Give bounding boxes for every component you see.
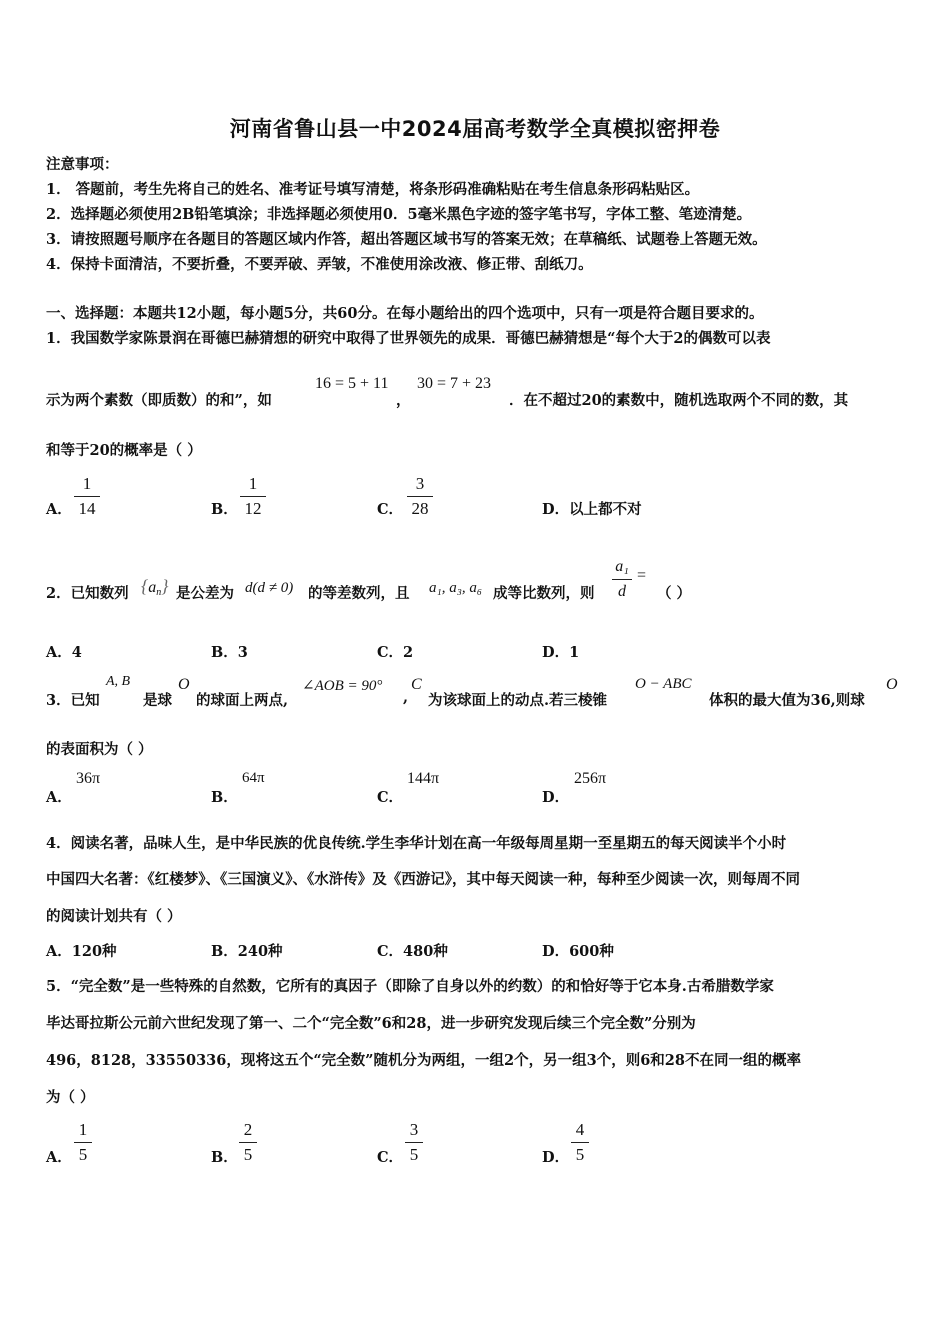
q3-option-b-label[interactable]: B． [211, 789, 238, 806]
fraction-denominator: d [618, 583, 626, 600]
fraction-numerator: 4 [575, 1120, 585, 1139]
q3-sphere: O [886, 676, 898, 693]
fraction-bar [405, 1142, 423, 1143]
notice-item: 1． 答题前，考生先将自己的姓名、准考证号填写清楚，将条形码准确粘贴在考生信息条形码粘贴区。 [46, 181, 700, 198]
q2-terms: a₁, a₃, a₆ [429, 580, 483, 596]
q1-equation: 30 = 7 + 23 [417, 375, 492, 392]
q5-text: 为（ ） [46, 1089, 95, 1106]
q3-points: A, B [106, 674, 131, 689]
q3-text: 的表面积为（ ） [46, 741, 153, 758]
fraction-denominator: 28 [411, 499, 429, 518]
q2-text: （ ） [657, 585, 692, 602]
notice-item: 4．保持卡面清洁，不要折叠，不要弄破、弄皱，不准使用涂改液、修正带、刮纸刀。 [46, 256, 593, 273]
q3-text: , [403, 689, 409, 706]
q2-fraction [612, 557, 632, 602]
notice-item: 3．请按照题号顺序在各题目的答题区域内作答，超出答题区域书写的答案无效；在草稿纸、试题卷上答题无效。 [46, 231, 767, 248]
q3-option-d-value: 256π [574, 770, 607, 787]
q5-option-a-label[interactable]: A． [46, 1149, 72, 1166]
q3-sphere: O [178, 676, 190, 693]
fraction-denominator: 5 [243, 1145, 253, 1164]
q1-equation: 16 = 5 + 11 [315, 375, 389, 392]
q3-angle: ∠AOB = 90° [302, 678, 383, 694]
q3-point-c: C [411, 676, 422, 693]
q5-option-b-label[interactable]: B． [211, 1149, 238, 1166]
q5-text: 496，8128，33550336，现将这五个“完全数”随机分为两组，一组2个，另一组3个，则6和28不在同一组的概率 [46, 1052, 801, 1069]
fraction-bar [74, 1142, 92, 1143]
q3-text: 体积的最大值为36,则球 [709, 692, 865, 709]
fraction-bar [612, 579, 632, 580]
brace-close: } [161, 576, 169, 596]
fraction-denominator: 14 [78, 499, 96, 518]
q2-text: 是公差为 [176, 585, 234, 602]
q5-option-b-fraction [239, 1120, 257, 1165]
q3-option-c-label[interactable]: C． [377, 789, 404, 806]
fraction-numerator: 1 [78, 1120, 88, 1139]
q3-text: 是球 [143, 692, 172, 709]
q4-option-c[interactable]: C．480种 [377, 943, 448, 960]
q2-equals: = [637, 567, 647, 584]
q2-text: 的等差数列，且 [308, 585, 410, 602]
q5-option-a-fraction [74, 1120, 92, 1165]
section-heading: 一、选择题：本题共12小题，每小题5分，共60分。在每小题给出的四个选项中，只有一项是符合题目要求的。 [46, 305, 764, 322]
q4-text: 4．阅读名著，品味人生，是中华民族的优良传统.学生李华计划在高一年级每周星期一至星期五的每天阅读半个小时 [46, 835, 787, 852]
q5-text: 毕达哥拉斯公元前六世纪发现了第一、二个“完全数”6和28，进一步研究发现后续三个完全数”分别为 [46, 1015, 696, 1032]
notice-item: 2．选择题必须使用2B铅笔填涂；非选择题必须使用0．5毫米黑色字迹的签字笔书写，字体工整、笔迹清楚。 [46, 206, 752, 223]
q4-text: 的阅读计划共有（ ） [46, 908, 182, 925]
q5-option-c-label[interactable]: C． [377, 1149, 404, 1166]
q2-option-c[interactable]: C．2 [377, 644, 414, 661]
q2-d-expression: d(d ≠ 0) [245, 580, 294, 596]
q1-text: 1．我国数学家陈景润在哥德巴赫猜想的研究中取得了世界领先的成果．哥德巴赫猜想是“每个大于2的偶数可以表 [46, 330, 771, 347]
page-title: 河南省鲁山县一中2024届高考数学全真模拟密押卷 [229, 117, 721, 141]
q5-option-d-label[interactable]: D． [542, 1149, 570, 1166]
q3-text: 为该球面上的动点.若三棱锥 [428, 692, 608, 709]
fraction-denominator: 5 [409, 1145, 419, 1164]
fraction-bar [74, 496, 100, 497]
q3-text: 3．已知 [46, 692, 100, 709]
fraction-bar [571, 1142, 589, 1143]
q5-option-d-fraction [571, 1120, 589, 1165]
q1-option-b-label[interactable]: B． [211, 501, 238, 518]
q1-option-c-fraction [407, 474, 433, 519]
q1-option-b-fraction [240, 474, 266, 519]
notice-heading: 注意事项： [46, 156, 119, 173]
q1-comma: ， [396, 392, 411, 409]
q1-text: 和等于20的概率是（ ） [46, 442, 202, 459]
q1-option-d-label: D． [542, 501, 570, 518]
q5-option-c-fraction [405, 1120, 423, 1165]
q3-option-b-value: 64π [242, 770, 265, 786]
q2-option-a[interactable]: A．4 [46, 644, 82, 661]
q3-option-c-value: 144π [407, 770, 440, 787]
q4-option-b[interactable]: B．240种 [211, 943, 283, 960]
q2-text: 2．已知数列 [46, 585, 129, 602]
q1-text: 示为两个素数（即质数）的和”，如 [46, 392, 272, 409]
q3-pyramid: O − ABC [635, 676, 692, 692]
q1-option-d-text: 以上都不对 [569, 501, 642, 518]
fraction-numerator: 3 [409, 1120, 419, 1139]
q2-text: 成等比数列，则 [493, 585, 595, 602]
q1-text: ．在不超过20的素数中，随机选取两个不同的数，其 [509, 392, 849, 409]
fraction-numerator: 2 [243, 1120, 253, 1139]
fraction-numerator: 3 [415, 474, 425, 493]
q3-option-a-value: 36π [76, 770, 101, 787]
q1-option-a-label[interactable]: A． [46, 501, 72, 518]
fraction-denominator: 12 [244, 499, 262, 518]
fraction-numerator: 1 [82, 474, 92, 493]
q3-option-d-label[interactable]: D． [542, 789, 570, 806]
q1-option-a-fraction [74, 474, 100, 519]
q3-option-a-label[interactable]: A． [46, 789, 72, 806]
fraction-denominator: 5 [575, 1145, 585, 1164]
q5-text: 5．“完全数”是一些特殊的自然数，它所有的真因子（即除了自身以外的约数）的和恰好等于它本身.古希腊数学家 [46, 978, 774, 995]
q2-option-d[interactable]: D．1 [542, 644, 580, 661]
q1-option-c-label[interactable]: C． [377, 501, 404, 518]
q2-sequence: $\{a_n\}$ [141, 576, 169, 598]
fraction-numerator: a₁ [615, 558, 629, 575]
fraction-denominator: 5 [78, 1145, 88, 1164]
q3-text: 的球面上两点, [196, 692, 289, 709]
fraction-numerator: 1 [248, 474, 258, 493]
q4-text: 中国四大名著：《红楼梦》、《三国演义》、《水浒传》及《西游记》，其中每天阅读一种，每种至少阅读一次，则每周不同 [46, 871, 800, 888]
q4-option-a[interactable]: A．120种 [46, 943, 117, 960]
q1-option-d[interactable] [542, 498, 642, 519]
brace-open: { [141, 576, 149, 596]
q2-option-b[interactable]: B．3 [211, 644, 248, 661]
fraction-bar [239, 1142, 257, 1143]
fraction-bar [407, 496, 433, 497]
q4-option-d[interactable]: D．600种 [542, 943, 614, 960]
fraction-bar [240, 496, 266, 497]
